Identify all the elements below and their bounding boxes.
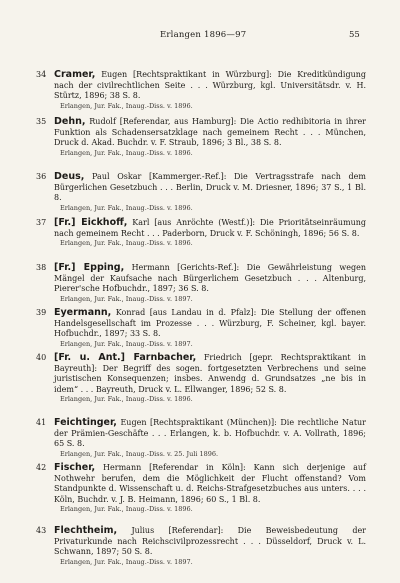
entry-description: Hermann [Referendar in Köln]: Kann sich derjenige auf Nothwehr berufen, dem die Möglichkeit der Flucht offenstand? Vom Standpunkte d. Wissenschaft u. d. Reichs-Strafgesetzbuches aus unters. . . . Köln, Buchdr. v. J. B. Heimann, 1896; 60 S., 1 Bl. 8.	[54, 463, 366, 504]
author-name: Fischer,	[54, 462, 96, 473]
entry-description: Konrad [aus Landau in d. Pfalz]: Die Stellung der offenen Handelsgesellschaft im Prozesse . . . Würzburg, F. Scheiner, kgl. bayer. Hofbuchdr., 1897; 33 S. 8.	[54, 308, 366, 338]
entry-meta: Erlangen, Jur. Fak., Inaug.-Diss. v. 1896.	[60, 203, 193, 212]
entry-number: 36	[36, 172, 47, 181]
entry-number: 37	[36, 218, 47, 227]
entry-text	[54, 418, 366, 450]
author-name: Cramer,	[54, 69, 96, 80]
entry-number: 34	[36, 70, 47, 79]
entry-description: Karl [aus Anröchte (Westf.)]: Die Prioritätseinräumung nach gemeinem Recht . . . Paderborn, Druck v. F. Schöningh, 1896; 56 S. 8.	[54, 218, 366, 238]
entry-text	[54, 308, 366, 340]
bibliography-entry	[36, 418, 366, 459]
entry-meta: Erlangen, Jur. Fak., Inaug.-Diss. v. 1896.	[60, 395, 193, 403]
entry-description: Paul Oskar [Kammerger.-Ref.]: Die Vertragsstrafe nach dem Bürgerlichen Gesetzbuch . . . Berlin, Druck v. M. Driesner, 1896; 37 S., 1 Bl. 8.	[54, 172, 366, 202]
bibliography-entry	[36, 463, 366, 514]
entry-number: 43	[36, 526, 47, 535]
entry-number: 42	[36, 463, 47, 472]
bibliography-entry	[36, 526, 366, 567]
entry-text	[54, 172, 366, 204]
entry-text	[54, 463, 366, 505]
entry-number: 41	[36, 418, 47, 427]
entry-description: Friedrich [gepr. Rechtspraktikant in Bayreuth]: Der Begriff des sogen. fortgesetzten Verbrechens und seine juristischen Konsequenzen; insbes. Anwendg d. Grundsatzes „ne bis in idem“ . . . Bayreuth, Druck v. L. Ellwanger, 1896; 52 S. 8.	[54, 353, 366, 394]
entry-meta: Erlangen, Jur. Fak., Inaug.-Diss. v. 1896.	[60, 505, 193, 513]
entry-meta: Erlangen, Jur. Fak., Inaug.-Diss. v. 1896.	[60, 101, 193, 110]
entry-text	[54, 70, 366, 102]
bibliography-entry	[36, 353, 366, 404]
author-name: Dehn,	[54, 116, 86, 127]
entry-number: 35	[36, 117, 47, 126]
entry-meta: Erlangen, Jur. Fak., Inaug.-Diss. v. 1896.	[60, 148, 193, 157]
entry-meta: Erlangen, Jur. Fak., Inaug.-Diss. v. 25. Juli 1896.	[60, 449, 219, 458]
entry-text	[54, 353, 366, 395]
entry-description: Julius [Referendar]: Die Beweisbedeutung der Privaturkunde nach Reichscivilprozessrecht . . . Düsseldorf, Druck v. L. Schwann, 1897; 50 S. 8.	[54, 526, 366, 556]
bibliography-entry	[36, 70, 366, 111]
entry-meta: Erlangen, Jur. Fak., Inaug.-Diss. v. 1897.	[60, 294, 193, 303]
bibliography-entry	[36, 172, 366, 213]
author-name: Feichtinger,	[54, 417, 117, 428]
entry-description: Rudolf [Referendar, aus Hamburg]: Die Actio redhibitoria in ihrer Funktion als Schadensersatzklage nach gemeinem Recht . . . München, Druck d. Akad. Buchdr. v. F. Straub, 1896; 3 Bl., 38 S. 8.	[54, 117, 366, 147]
entry-meta: Erlangen, Jur. Fak., Inaug.-Diss. v. 1897.	[60, 557, 193, 566]
author-name: [Fr. u. Ant.] Farnbacher,	[54, 352, 197, 363]
bibliography-entry	[36, 263, 366, 304]
bibliography-entry	[36, 308, 366, 349]
bibliography-entry	[36, 117, 366, 158]
author-name: Flechtheim,	[54, 525, 118, 536]
entry-number: 39	[36, 308, 47, 317]
author-name: Eyermann,	[54, 307, 112, 318]
entry-text	[54, 218, 366, 239]
entry-number: 38	[36, 263, 47, 272]
bibliography-entry	[36, 218, 366, 248]
entry-description: Eugen [Rechtspraktikant in Würzburg]: Die Kreditkündigung nach der civilrechtlichen Seite . . . Würzburg, kgl. Universitätsdr. v. H. Stürtz, 1896; 38 S. 8.	[54, 70, 367, 100]
entry-text	[54, 526, 366, 558]
author-name: [Fr.] Epping,	[54, 262, 125, 273]
entry-description: Hermann [Gerichts-Ref.]: Die Gewährleistung wegen Mängel der Kaufsache nach Bürgerlichem Gesetzbuch . . . Altenburg, Pierer'sche Hofbuchdr., 1897; 36 S. 8.	[54, 263, 367, 293]
author-name: Deus,	[54, 171, 85, 182]
entry-text	[54, 117, 366, 149]
entry-description: Eugen [Rechtspraktikant (München)]: Die rechtliche Natur der Prämien-Geschäfte . . . Erlangen, k. b. Hofbuchdr. v. A. Vollrath, 1896; 65 S. 8.	[54, 418, 367, 448]
running-header: Erlangen 1896—97	[160, 30, 247, 40]
entry-meta: Erlangen, Jur. Fak., Inaug.-Diss. v. 1896.	[60, 239, 193, 247]
entry-text	[54, 263, 366, 295]
entry-number: 40	[36, 353, 47, 362]
page-number: 55	[349, 30, 360, 40]
author-name: [Fr.] Eickhoff,	[54, 217, 128, 228]
entry-meta: Erlangen, Jur. Fak., Inaug.-Diss. v. 1897.	[60, 339, 193, 348]
